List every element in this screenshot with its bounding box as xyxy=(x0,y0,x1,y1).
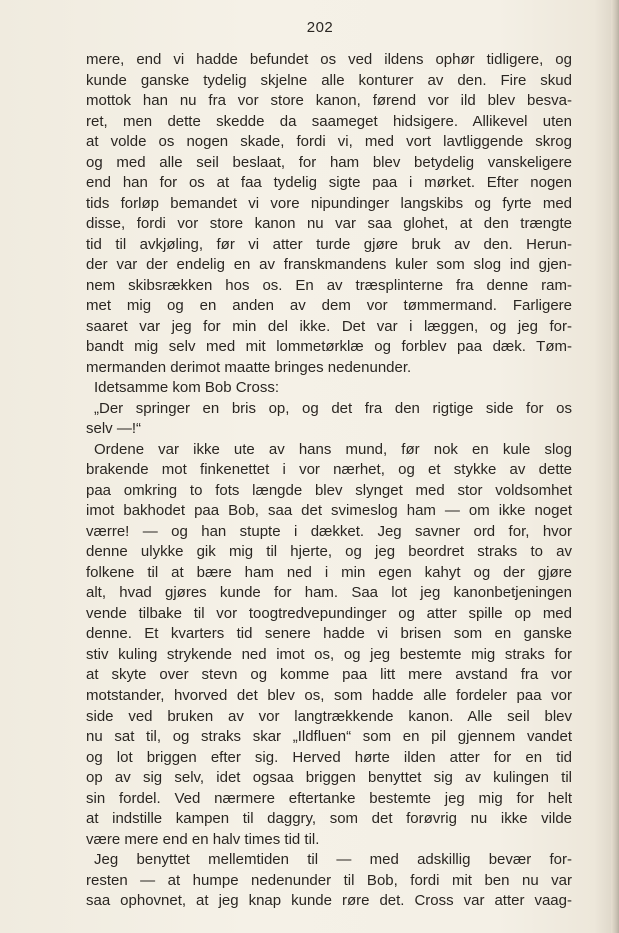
text-line: mottok han nu fra vor store kanon, førend vor ild blev besva- xyxy=(86,92,572,110)
text-line: tid til avkjøling, før vi atter turde gjøre bruk av den. Herun- xyxy=(86,235,572,253)
page-edge xyxy=(611,0,619,933)
text-line: alt, hvad gjøres kunde for ham. Saa lot jeg kanonbetjeningen xyxy=(86,584,572,602)
text-line: værre! — og han stupte i dækket. Jeg savner ord for, hvor xyxy=(86,522,572,540)
text-line: bandt mig selv med mit lommetørklæ og forblev paa dæk. Tøm- xyxy=(86,338,572,356)
text-line: at indstille kampen til daggry, som det forøvrig nu ikke vilde xyxy=(86,810,572,828)
text-line: mere, end vi hadde befundet os ved ildens ophør tidligere, og xyxy=(86,51,572,68)
text-line: og lot briggen efter sig. Herved hørte ilden atter for en tid xyxy=(86,748,572,766)
text-line: selv —!“ xyxy=(86,420,142,438)
text-line: at skyte over stevn og komme paa litt mere avstand fra vor xyxy=(86,666,572,684)
text-line: folkene til at bære ham ned i min egen kahyt og der gjøre xyxy=(86,563,572,581)
text-line: motstander, hvorved det blev os, som hadde alle fordeler paa vor xyxy=(86,686,572,704)
text-line: imot bakhodet paa Bob, saa det svimeslog ham — om ikke noget xyxy=(86,502,572,520)
text-line: der var der endelig en av franskmandens kuler som slog ind gjen- xyxy=(86,256,572,274)
text-line: disse, fordi vor store kanon nu var saa glohet, at den trængte xyxy=(86,215,572,233)
text-line: ret, men dette skedde da saameget hidsigere. Allikevel uten xyxy=(86,112,572,130)
text-line: og med alle seil beslaat, for ham blev betydelig vanskeligere xyxy=(86,153,572,171)
text-line: „Der springer en bris op, og det fra den rigtige side for os xyxy=(94,399,572,417)
text-line: side ved bruken av vor langtrækkende kanon. Alle seil blev xyxy=(86,707,572,725)
text-line: brakende mot finkenettet i vor nærhet, og et stykke av dette xyxy=(86,461,572,479)
text-line: stiv kuling strykende ned imot os, og jeg bestemte mig straks for xyxy=(86,645,572,663)
page-number: 202 xyxy=(306,19,334,36)
text-line: kunde ganske tydelig skjelne alle konturer av den. Fire skud xyxy=(86,71,572,89)
text-line: resten — at humpe nedenunder til Bob, fordi mit ben nu var xyxy=(86,871,572,889)
text-line: saaret var jeg for min del ikke. Det var i læggen, og jeg for- xyxy=(86,317,572,335)
text-line: nem skibsrækken hos os. En av træsplinterne fra denne ram- xyxy=(86,276,572,294)
text-line: met mig og en anden av dem vor tømmermand. Farligere xyxy=(86,297,572,315)
text-line: være mere end en halv times tid til. xyxy=(86,830,320,848)
text-line: saa ophovnet, at jeg knap kunde røre det. Cross var atter vaag- xyxy=(86,892,572,910)
text-line: nu sat til, og straks skar „Ildfluen“ som en pil gjennem vandet xyxy=(86,728,572,746)
text-line: tids forløp bemandet vi vore nipundinger langskibs og fyrte med xyxy=(86,194,572,212)
text-line: Idetsamme kom Bob Cross: xyxy=(94,379,280,397)
body-text xyxy=(86,50,572,912)
text-line: end han for os at faa tydelig sigte paa i mørket. Efter nogen xyxy=(86,174,572,192)
text-line: op av sig selv, idet ogsaa briggen benyttet sig av kulingen til xyxy=(86,769,572,787)
text-line: Jeg benyttet mellemtiden til — med adskillig bevær for- xyxy=(94,851,572,869)
text-line: at volde os nogen skade, fordi vi, med vort lavtliggende skrog xyxy=(86,133,572,151)
text-line: vende tilbake til vor toogtredvepundinger og atter spille op med xyxy=(86,604,572,622)
text-line: mermanden derimot maatte bringes nedenunder. xyxy=(86,358,412,376)
text-line: sin fordel. Ved nærmere eftertanke bestemte jeg mig for helt xyxy=(86,789,572,807)
text-line: paa omkring to fots længde blev slynget med stor voldsomhet xyxy=(86,481,572,499)
text-line: denne. Et kvarters tid senere hadde vi brisen som en ganske xyxy=(86,625,572,643)
text-line: denne ulykke gik mig til hjerte, og jeg beordret straks to av xyxy=(86,543,572,561)
text-line: Ordene var ikke ute av hans mund, før nok en kule slog xyxy=(94,440,572,458)
